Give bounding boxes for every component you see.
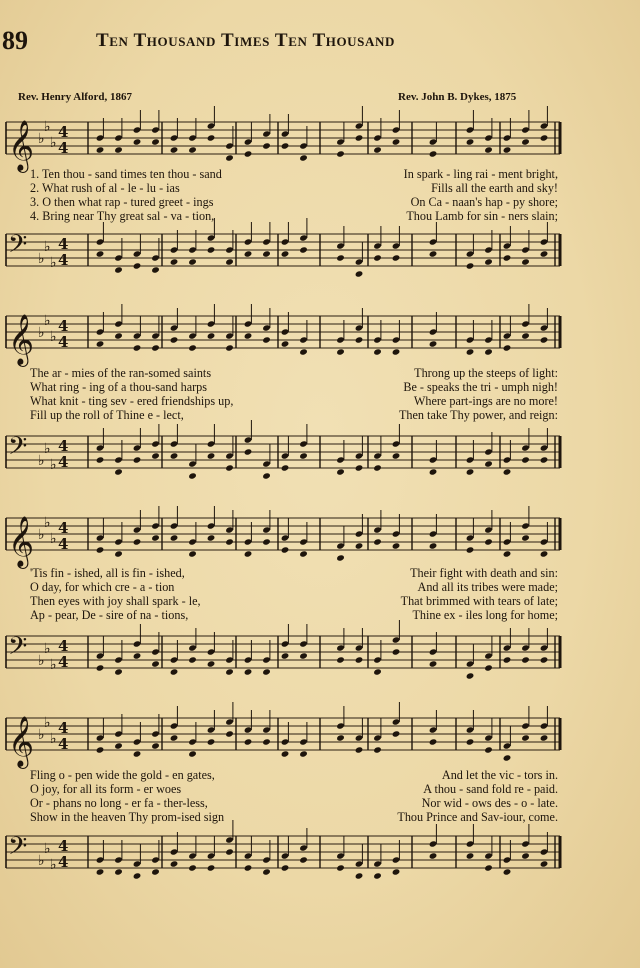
lyric-line: 2. What rush of al - le - lu - ias Fills all the earth and sky! (30, 181, 558, 195)
note-head (466, 468, 475, 475)
note-head (429, 250, 438, 257)
time-signature: 4 (58, 333, 69, 351)
note-head (244, 738, 253, 745)
flat-icon: ♭ (50, 457, 57, 473)
lyric-line: 'Tis fin - ished, all is fin - ished, Their fight with death and sin: (30, 566, 558, 580)
note-head (503, 868, 512, 875)
time-signature: 4 (58, 123, 69, 141)
note-head (466, 546, 475, 553)
lyric-line: Then eyes with joy shall spark - le, That brimmed with tears of late; (30, 594, 558, 608)
note-head (299, 652, 308, 659)
flat-icon: ♭ (44, 515, 51, 531)
note-head (336, 254, 345, 261)
note-head (207, 864, 216, 871)
note-head (484, 460, 493, 467)
note-head (281, 750, 290, 757)
flat-icon: ♭ (44, 715, 51, 731)
note-head (503, 656, 512, 663)
note-head (503, 344, 512, 351)
note-head (114, 332, 123, 339)
time-signature: 4 (58, 837, 69, 855)
note-head (170, 668, 179, 675)
note-head (373, 872, 382, 879)
flat-icon: ♭ (44, 841, 51, 857)
note-head (244, 250, 253, 257)
flat-icon: ♭ (38, 325, 45, 341)
note-head (151, 660, 160, 667)
flat-icon: ♭ (44, 441, 51, 457)
note-head (299, 452, 308, 459)
lyric-line: O joy, for all its form - er woes A thou - sand fold re - paid. (30, 782, 558, 796)
time-signature: 4 (58, 637, 69, 655)
note-head (299, 154, 308, 161)
lyric-line: Fling o - pen wide the gold - en gates, And let the vic - tors in. (30, 768, 558, 782)
note-head (429, 150, 438, 157)
note-head (484, 746, 493, 753)
note-head (373, 464, 382, 471)
bass-staff (0, 228, 640, 276)
note-head (355, 656, 364, 663)
time-signature: 4 (58, 535, 69, 553)
lyric-line: What knit - ting sev - ered friendships up, Where part-ings are no more! (30, 394, 558, 408)
note-head (133, 456, 142, 463)
note-head (392, 868, 401, 875)
note-head (225, 538, 234, 545)
time-signature: 4 (58, 437, 69, 455)
flat-icon: ♭ (38, 727, 45, 743)
note-head (503, 468, 512, 475)
note-head (114, 868, 123, 875)
flat-icon: ♭ (38, 251, 45, 267)
flat-icon: ♭ (38, 653, 45, 669)
note-head (114, 742, 123, 749)
note-head (466, 672, 475, 679)
bass-staff (0, 830, 640, 878)
note-head (114, 550, 123, 557)
note-head (299, 348, 308, 355)
note-head (466, 738, 475, 745)
note-head (540, 456, 549, 463)
note-head (373, 254, 382, 261)
note-head (373, 146, 382, 153)
flat-icon: ♭ (50, 329, 57, 345)
note-head (151, 742, 160, 749)
note-head (281, 546, 290, 553)
note-head (262, 472, 271, 479)
note-head (170, 258, 179, 265)
note-head (207, 738, 216, 745)
note-head (151, 266, 160, 273)
note-head (225, 464, 234, 471)
flat-icon: ♭ (50, 657, 57, 673)
time-signature: 4 (58, 735, 69, 753)
note-head (188, 656, 197, 663)
note-head (170, 734, 179, 741)
hymn-number: 89 (2, 26, 28, 55)
note-head (355, 270, 364, 277)
music-credit: Rev. John B. Dykes, 1875 (398, 91, 517, 103)
note-head (373, 348, 382, 355)
note-head (392, 648, 401, 655)
lyric-line: Fill up the roll of Thine e - lect, Then take Thy power, and reign: (30, 408, 558, 422)
hymn-title: Ten Thousand Times Ten Thousand (96, 30, 395, 51)
note-head (225, 668, 234, 675)
note-head (484, 348, 493, 355)
note-head (540, 336, 549, 343)
flat-icon: ♭ (50, 135, 57, 151)
note-head (114, 146, 123, 153)
note-head (133, 872, 142, 879)
note-head (96, 868, 105, 875)
treble-clef-icon: 𝄞 (8, 120, 35, 171)
flat-icon: ♭ (44, 119, 51, 135)
note-head (262, 538, 271, 545)
lyric-line: O day, for which cre - a - tion And all its tribes were made; (30, 580, 558, 594)
note-head (170, 336, 179, 343)
note-head (188, 550, 197, 557)
note-head (355, 464, 364, 471)
note-head (188, 864, 197, 871)
note-head (262, 668, 271, 675)
note-head (521, 258, 530, 265)
note-head (521, 656, 530, 663)
note-head (207, 452, 216, 459)
note-head (151, 868, 160, 875)
note-head (299, 246, 308, 253)
note-head (151, 344, 160, 351)
note-head (207, 134, 216, 141)
lyric-line: 3. O then what rap - tured greet - ings On Ca - naan's hap - py shore; (30, 195, 558, 209)
note-head (484, 258, 493, 265)
treble-staff (0, 310, 640, 365)
note-head (392, 254, 401, 261)
note-head (355, 134, 364, 141)
bass-staff (0, 630, 640, 678)
note-head (373, 538, 382, 545)
note-head (207, 660, 216, 667)
note-head (540, 734, 549, 741)
flat-icon: ♭ (38, 527, 45, 543)
note-head (466, 138, 475, 145)
note-head (484, 664, 493, 671)
note-head (429, 542, 438, 549)
bass-clef-icon: 𝄢 (8, 632, 28, 667)
note-head (540, 134, 549, 141)
lyric-line: What ring - ing of a thou-sand harps Be - speaks the tri - umph nigh! (30, 380, 558, 394)
note-head (188, 258, 197, 265)
note-head (429, 340, 438, 347)
note-head (484, 864, 493, 871)
note-head (244, 150, 253, 157)
note-head (336, 468, 345, 475)
note-head (521, 456, 530, 463)
note-head (466, 852, 475, 859)
bass-staff (0, 430, 640, 478)
flat-icon: ♭ (38, 853, 45, 869)
note-head (336, 348, 345, 355)
note-head (96, 340, 105, 347)
lyric-line: Show in the heaven Thy prom-ised sign Thou Prince and Sav-iour, come. (30, 810, 558, 824)
note-head (133, 750, 142, 757)
note-head (281, 142, 290, 149)
note-head (503, 550, 512, 557)
note-head (355, 336, 364, 343)
note-head (429, 660, 438, 667)
note-head (540, 860, 549, 867)
note-head (170, 534, 179, 541)
note-head (392, 452, 401, 459)
note-head (281, 464, 290, 471)
flat-icon: ♭ (38, 131, 45, 147)
flat-icon: ♭ (50, 731, 57, 747)
note-head (262, 336, 271, 343)
time-signature: 4 (58, 519, 69, 537)
note-head (133, 344, 142, 351)
lyric-line: 1. Ten thou - sand times ten thou - sand In spark - ling rai - ment bright, (30, 167, 558, 181)
note-head (521, 734, 530, 741)
note-head (114, 266, 123, 273)
note-head (207, 332, 216, 339)
treble-clef-icon: 𝄞 (8, 716, 35, 767)
note-head (133, 138, 142, 145)
note-head (336, 734, 345, 741)
treble-clef-icon: 𝄞 (8, 516, 35, 567)
lyric-line: The ar - mies of the ran-somed saints Throng up the steeps of light: (30, 366, 558, 380)
time-signature: 4 (58, 317, 69, 335)
bass-clef-icon: 𝄢 (8, 832, 28, 867)
note-head (188, 344, 197, 351)
note-head (521, 332, 530, 339)
time-signature: 4 (58, 853, 69, 871)
time-signature: 4 (58, 719, 69, 737)
note-head (207, 246, 216, 253)
note-head (355, 542, 364, 549)
lyric-line: Ap - pear, De - sire of na - tions, Thine ex - iles long for home; (30, 608, 558, 622)
note-head (429, 468, 438, 475)
note-head (96, 456, 105, 463)
note-head (392, 348, 401, 355)
note-head (225, 258, 234, 265)
flat-icon: ♭ (44, 313, 51, 329)
note-head (170, 452, 179, 459)
note-head (114, 668, 123, 675)
flat-icon: ♭ (44, 239, 51, 255)
note-head (281, 250, 290, 257)
note-head (429, 738, 438, 745)
note-head (225, 730, 234, 737)
time-signature: 4 (58, 453, 69, 471)
note-head (299, 550, 308, 557)
note-head (262, 738, 271, 745)
note-head (244, 332, 253, 339)
note-head (262, 250, 271, 257)
note-head (503, 754, 512, 761)
note-head (244, 448, 253, 455)
note-head (151, 534, 160, 541)
note-head (503, 146, 512, 153)
time-signature: 4 (58, 139, 69, 157)
note-head (170, 146, 179, 153)
note-head (466, 348, 475, 355)
note-head (503, 254, 512, 261)
time-signature: 4 (58, 235, 69, 253)
flat-icon: ♭ (50, 857, 57, 873)
bass-clef-icon: 𝄢 (8, 230, 28, 265)
note-head (484, 146, 493, 153)
note-head (336, 656, 345, 663)
note-head (336, 150, 345, 157)
note-head (96, 746, 105, 753)
note-head (392, 730, 401, 737)
flat-icon: ♭ (44, 641, 51, 657)
time-signature: 4 (58, 653, 69, 671)
note-head (355, 746, 364, 753)
treble-staff (0, 512, 640, 567)
lyric-line: Or - phans no long - er fa - ther-less, Nor wid - ows des - o - late. (30, 796, 558, 810)
note-head (262, 868, 271, 875)
bass-clef-icon: 𝄢 (8, 432, 28, 467)
note-head (299, 750, 308, 757)
note-head (244, 550, 253, 557)
lyric-line: 4. Bring near Thy great sal - va - tion, Thou Lamb for sin - ners slain; (30, 209, 558, 223)
flat-icon: ♭ (50, 531, 57, 547)
flat-icon: ♭ (50, 255, 57, 271)
note-head (373, 668, 382, 675)
note-head (540, 550, 549, 557)
note-head (96, 546, 105, 553)
note-head (225, 344, 234, 351)
note-head (96, 250, 105, 257)
treble-staff (0, 116, 640, 171)
note-head (429, 852, 438, 859)
note-head (188, 146, 197, 153)
note-head (484, 538, 493, 545)
note-head (151, 452, 160, 459)
time-signature: 4 (58, 251, 69, 269)
treble-clef-icon: 𝄞 (8, 314, 35, 365)
note-head (281, 340, 290, 347)
note-head (133, 652, 142, 659)
note-head (133, 262, 142, 269)
note-head (225, 848, 234, 855)
note-head (207, 534, 216, 541)
note-head (336, 864, 345, 871)
note-head (281, 864, 290, 871)
note-head (392, 542, 401, 549)
note-head (299, 856, 308, 863)
note-head (188, 750, 197, 757)
note-head (521, 534, 530, 541)
note-head (540, 250, 549, 257)
note-head (114, 468, 123, 475)
note-head (188, 472, 197, 479)
note-head (225, 154, 234, 161)
note-head (392, 138, 401, 145)
note-head (133, 538, 142, 545)
note-head (540, 656, 549, 663)
note-head (96, 664, 105, 671)
note-head (521, 138, 530, 145)
note-head (96, 146, 105, 153)
note-head (336, 554, 345, 561)
note-head (466, 262, 475, 269)
note-head (262, 142, 271, 149)
words-credit: Rev. Henry Alford, 1867 (18, 91, 132, 103)
note-head (521, 852, 530, 859)
note-head (244, 864, 253, 871)
note-head (151, 138, 160, 145)
flat-icon: ♭ (38, 453, 45, 469)
note-head (355, 872, 364, 879)
note-head (373, 746, 382, 753)
note-head (244, 668, 253, 675)
treble-staff (0, 712, 640, 767)
note-head (281, 652, 290, 659)
note-head (170, 860, 179, 867)
